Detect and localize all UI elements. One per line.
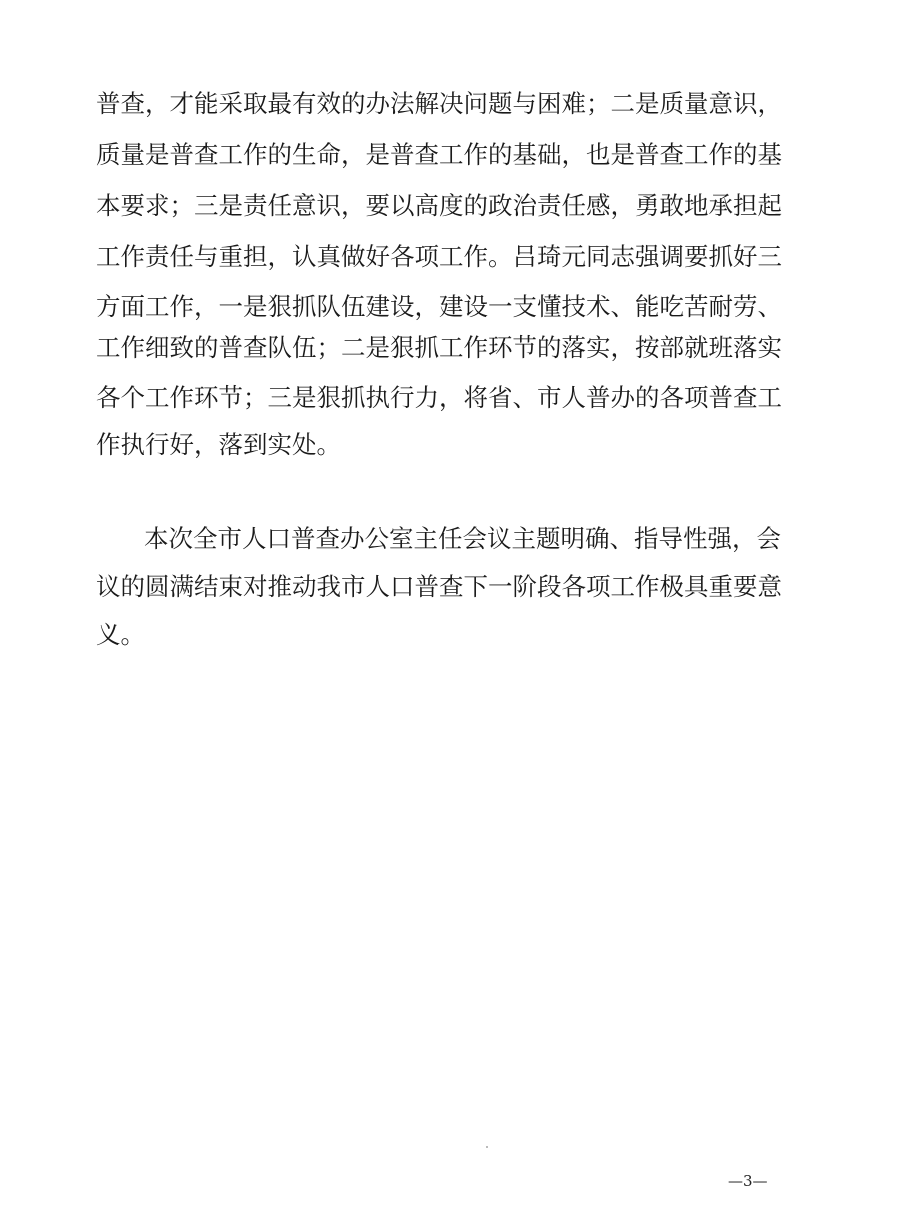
paragraph-line: 工作责任与重担，认真做好各项工作。吕琦元同志强调要抓好三 [96,242,782,271]
paragraph-line: 普查，才能采取最有效的办法解决问题与困难；二是质量意识， [96,89,782,118]
paragraph-line: 作执行好，落到实处。 [96,430,341,459]
paragraph-line: 本要求；三是责任意识，要以高度的政治责任感，勇敢地承担起 [96,191,782,220]
paragraph-line: 质量是普查工作的生命，是普查工作的基础，也是普查工作的基 [96,140,782,169]
paragraph-line: 义。 [96,620,145,649]
paragraph-line: 方面工作，一是狠抓队伍建设，建设一支懂技术、能吃苦耐劳、 [96,292,782,321]
paragraph-line: 议的圆满结束对推动我市人口普查下一阶段各项工作极具重要意 [96,572,782,601]
scan-speck [486,1146,488,1148]
paragraph-line: 工作细致的普查队伍；二是狠抓工作环节的落实，按部就班落实 [96,333,782,362]
paragraph-line: 本次全市人口普查办公室主任会议主题明确、指导性强，会 [144,524,781,553]
paragraph-line: 各个工作环节；三是狠抓执行力，将省、市人普办的各项普查工 [96,383,782,412]
page-number: —3— [728,1172,768,1190]
